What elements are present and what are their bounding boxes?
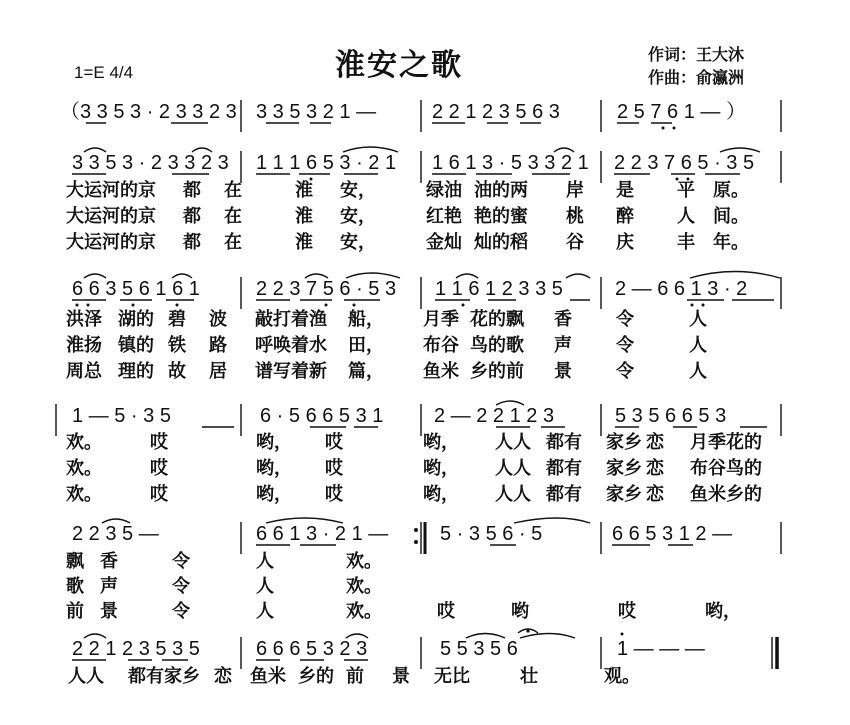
lyric-word: 哎 [325, 432, 343, 453]
lyric-word: 都 [183, 206, 201, 227]
lyric-word: 哎 [618, 601, 636, 622]
lyric-word: 都有 [546, 432, 582, 453]
lyric-word: 鸟的歌 [470, 335, 524, 356]
lyric-word: 人人 [495, 432, 531, 453]
lyric-line-6 [0, 359, 850, 385]
lyric-word: 令 [616, 361, 634, 382]
lyric-word: 都 [183, 180, 201, 201]
lyric-word: 安， [340, 180, 376, 201]
lyric-line-3 [0, 230, 850, 256]
lyric-word: 都有 [546, 458, 582, 479]
lyric-word: 洪泽 [66, 309, 102, 330]
lyric-word: 人 [689, 309, 707, 330]
lyric-word: 原。 [713, 180, 749, 201]
notes-bar-1: （3 3 5 3 · 2 3 3 2 3 [60, 101, 237, 123]
lyric-word: 人 [689, 335, 707, 356]
notes-bar-15: 2 — 2 2 1 2 3 [434, 405, 555, 427]
notes-bar-9: 6 6 3 5 6 1 6 1 [72, 278, 200, 300]
lyric-line-13 [0, 664, 850, 690]
lyric-word: 都有 [546, 484, 582, 505]
lyric-word: 人 [256, 551, 274, 572]
song-title: 淮安之歌 [335, 48, 463, 83]
lyric-word: 鱼米 [423, 361, 459, 382]
lyric-word: 月季花的 [690, 432, 762, 453]
lyric-word: 香 [100, 551, 118, 572]
lyric-word: 家乡 [606, 484, 642, 505]
lyric-word: 镇的 [118, 335, 154, 356]
notes-bar-24: 1 — — — [617, 638, 705, 660]
lyric-word: 无比 [434, 666, 470, 687]
fermata-dot [526, 629, 529, 632]
notes-bar-3: 2 2 1 2 3 5 6 3 [432, 101, 560, 123]
notes-bar-19: 5 · 3 5 6 · 5 [440, 523, 543, 545]
lyric-word: 家乡 [606, 432, 642, 453]
repeat-dot [414, 540, 418, 544]
lyric-word: 故 [168, 361, 186, 382]
lyric-word: 哟， [423, 458, 459, 479]
notes-bar-2: 3 3 5 3 2 1 — [256, 101, 377, 123]
lyric-word: 岸 [566, 180, 584, 201]
lyric-word: 欢。 [66, 484, 102, 505]
lyric-word: 船， [348, 309, 384, 330]
lyric-word: 醉 [616, 206, 634, 227]
lyric-word: 歌 [66, 576, 84, 597]
lyric-line-9 [0, 482, 850, 508]
lyric-word: 布谷鸟的 [690, 458, 762, 479]
notes-bar-8: 2 2 3 7 6 5 · 3 5 [614, 152, 755, 174]
lyric-word: 恋 [646, 458, 664, 479]
lyric-word: 年。 [713, 232, 749, 253]
notes-bar-16: 5 3 5 6 6 5 3 [615, 405, 727, 427]
lyric-word: 哟， [256, 484, 292, 505]
lyric-word: 哟， [423, 432, 459, 453]
lyric-word: 哟 [511, 601, 529, 622]
lyric-word: 壮 [520, 666, 538, 687]
lyric-word: 人 [256, 576, 274, 597]
lyric-word: 前 [66, 601, 84, 622]
lyric-word: 波 [209, 309, 227, 330]
lyric-word: 令 [172, 576, 190, 597]
lyric-word: 淮扬 [66, 335, 102, 356]
slur [520, 634, 575, 639]
lyric-word: 景 [392, 666, 410, 687]
lyric-word: 安， [340, 206, 376, 227]
lyric-word: 月季 [423, 309, 459, 330]
lyric-word: 哟， [256, 432, 292, 453]
fermata-arc [518, 629, 538, 633]
lyric-word: 飘 [66, 551, 84, 572]
lyric-word: 声 [100, 576, 118, 597]
lyric-word: 淮 [295, 232, 313, 253]
notes-bar-22: 6 6 6 5 3 2 3 [256, 638, 368, 660]
lyric-word: 乡的 [298, 666, 334, 687]
lyric-line-7 [0, 430, 850, 456]
lyric-line-10 [0, 549, 850, 575]
lyric-word: 人 [677, 206, 695, 227]
lyric-word: 哟， [705, 601, 741, 622]
lyric-word: 丰 [677, 232, 695, 253]
lyric-word: 人人 [495, 458, 531, 479]
lyric-line-11 [0, 574, 850, 600]
lyric-word: 景 [100, 601, 118, 622]
lyric-word: 恋 [646, 484, 664, 505]
notes-bar-12: 2 — 6 6 1 3 · 2 [615, 278, 748, 300]
notes-bar-23: 5 5 3 5 6 [440, 638, 518, 660]
lyric-word: 人人 [68, 666, 104, 687]
lyric-word: 大运河的京 [66, 206, 156, 227]
lyric-word: 人 [256, 601, 274, 622]
lyric-word: 田， [348, 335, 384, 356]
lyric-word: 周总 [66, 361, 102, 382]
lyric-word: 令 [172, 601, 190, 622]
lyric-word: 哎 [150, 432, 168, 453]
lyric-word: 欢。 [346, 601, 382, 622]
lyric-word: 乡的前 [470, 361, 524, 382]
lyric-word: 令 [616, 335, 634, 356]
notes-bar-7: 1 6 1 3 · 5 3 3 2 1 [432, 152, 589, 174]
lyricist-credit: 作词：王大沐 [648, 45, 745, 64]
lyric-word: 鱼米 [250, 666, 286, 687]
lyric-word: 油的两 [474, 180, 528, 201]
notes-bar-4: 2 5 7 6 1 — ） [617, 101, 746, 123]
lyric-word: 谷 [566, 232, 584, 253]
lyric-word: 欢。 [66, 458, 102, 479]
lyric-word: 路 [209, 335, 227, 356]
lyric-word: 欢。 [66, 432, 102, 453]
lyric-word: 灿的稻 [474, 232, 528, 253]
lyric-word: 人 [689, 361, 707, 382]
notes-bar-14: 6 · 5 6 6 5 3 1 [260, 405, 384, 427]
lyric-word: 令 [616, 309, 634, 330]
lyric-line-1 [0, 178, 850, 204]
notes-bar-17: 2 2 3 5 — [72, 523, 159, 545]
key-signature: 1=E 4/4 [74, 63, 134, 82]
lyric-word: 家乡 [606, 458, 642, 479]
lyric-word: 淮 [295, 180, 313, 201]
lyric-word: 铁 [168, 335, 186, 356]
lyric-word: 呼唤着水 [255, 335, 327, 356]
lyric-line-2 [0, 204, 850, 230]
lyric-word: 红艳 [426, 206, 462, 227]
composer-credit: 作曲：俞瀛洲 [648, 68, 745, 87]
score-row-1 [0, 96, 850, 146]
lyric-word: 哟， [423, 484, 459, 505]
lyric-word: 声 [554, 335, 572, 356]
lyric-word: 恋 [646, 432, 664, 453]
lyric-word: 绿油 [426, 180, 462, 201]
lyric-word: 在 [224, 232, 242, 253]
lyric-word: 在 [224, 206, 242, 227]
notes-bar-21: 2 2 1 2 3 5 3 5 [72, 638, 200, 660]
lyric-line-8 [0, 456, 850, 482]
lyric-word: 香 [554, 309, 572, 330]
lyric-word: 欢。 [346, 576, 382, 597]
notes-bar-20: 6 6 5 3 1 2 — [612, 523, 733, 545]
lyric-word: 哎 [325, 458, 343, 479]
notes-bar-11: 1 1 6 1 2 3 3 5 [435, 278, 563, 300]
lyric-word: 是 [616, 180, 634, 201]
notes-bar-18: 6 6 1 3 · 2 1 — [256, 523, 389, 545]
lyric-word: 哎 [150, 484, 168, 505]
lyric-word: 间。 [713, 206, 749, 227]
lyric-word: 观。 [604, 666, 640, 687]
lyric-word: 人人 [495, 484, 531, 505]
repeat-dot [414, 528, 418, 532]
lyric-word: 庆 [616, 232, 634, 253]
lyric-word: 湖的 [118, 309, 154, 330]
lyric-word: 前 [346, 666, 364, 687]
lyric-word: 大运河的京 [66, 180, 156, 201]
lyric-word: 都有家乡 [128, 666, 200, 687]
notes-bar-5: 3 3 5 3 · 2 3 3 2 3 [72, 152, 229, 174]
lyric-word: 大运河的京 [66, 232, 156, 253]
lyric-word: 金灿 [426, 232, 462, 253]
lyric-word: 哎 [150, 458, 168, 479]
lyric-word: 景 [554, 361, 572, 382]
lyric-word: 谱写着新 [255, 361, 327, 382]
notes-bar-6: 1 1 1 6 5 3 · 2 1 [256, 152, 397, 174]
lyric-word: 桃 [566, 206, 584, 227]
lyric-word: 鱼米乡的 [690, 484, 762, 505]
lyric-word: 花的飘 [470, 309, 524, 330]
lyric-word: 安， [340, 232, 376, 253]
lyric-word: 布谷 [423, 335, 459, 356]
lyric-word: 艳的蜜 [474, 206, 528, 227]
lyric-word: 淮 [295, 206, 313, 227]
lyric-word: 平 [677, 180, 695, 201]
lyric-line-4 [0, 307, 850, 333]
lyric-word: 哎 [437, 601, 455, 622]
lyric-word: 篇， [348, 361, 384, 382]
lyric-word: 哟， [256, 458, 292, 479]
lyric-word: 居 [209, 361, 227, 382]
lyric-word: 恋 [214, 666, 232, 687]
notes-bar-10: 2 2 3 7 5 6 · 5 3 [256, 278, 397, 300]
lyric-line-12 [0, 599, 850, 625]
lyric-word: 敲打着渔 [255, 309, 327, 330]
lyric-word: 令 [172, 551, 190, 572]
lyric-word: 哎 [325, 484, 343, 505]
lyric-word: 欢。 [346, 551, 382, 572]
lyric-line-5 [0, 333, 850, 359]
notes-bar-13: 1 — 5 · 3 5 [72, 405, 171, 427]
lyric-word: 都 [183, 232, 201, 253]
lyric-word: 在 [224, 180, 242, 201]
lyric-word: 碧 [168, 309, 186, 330]
lyric-word: 理的 [118, 361, 154, 382]
slur [566, 274, 590, 278]
